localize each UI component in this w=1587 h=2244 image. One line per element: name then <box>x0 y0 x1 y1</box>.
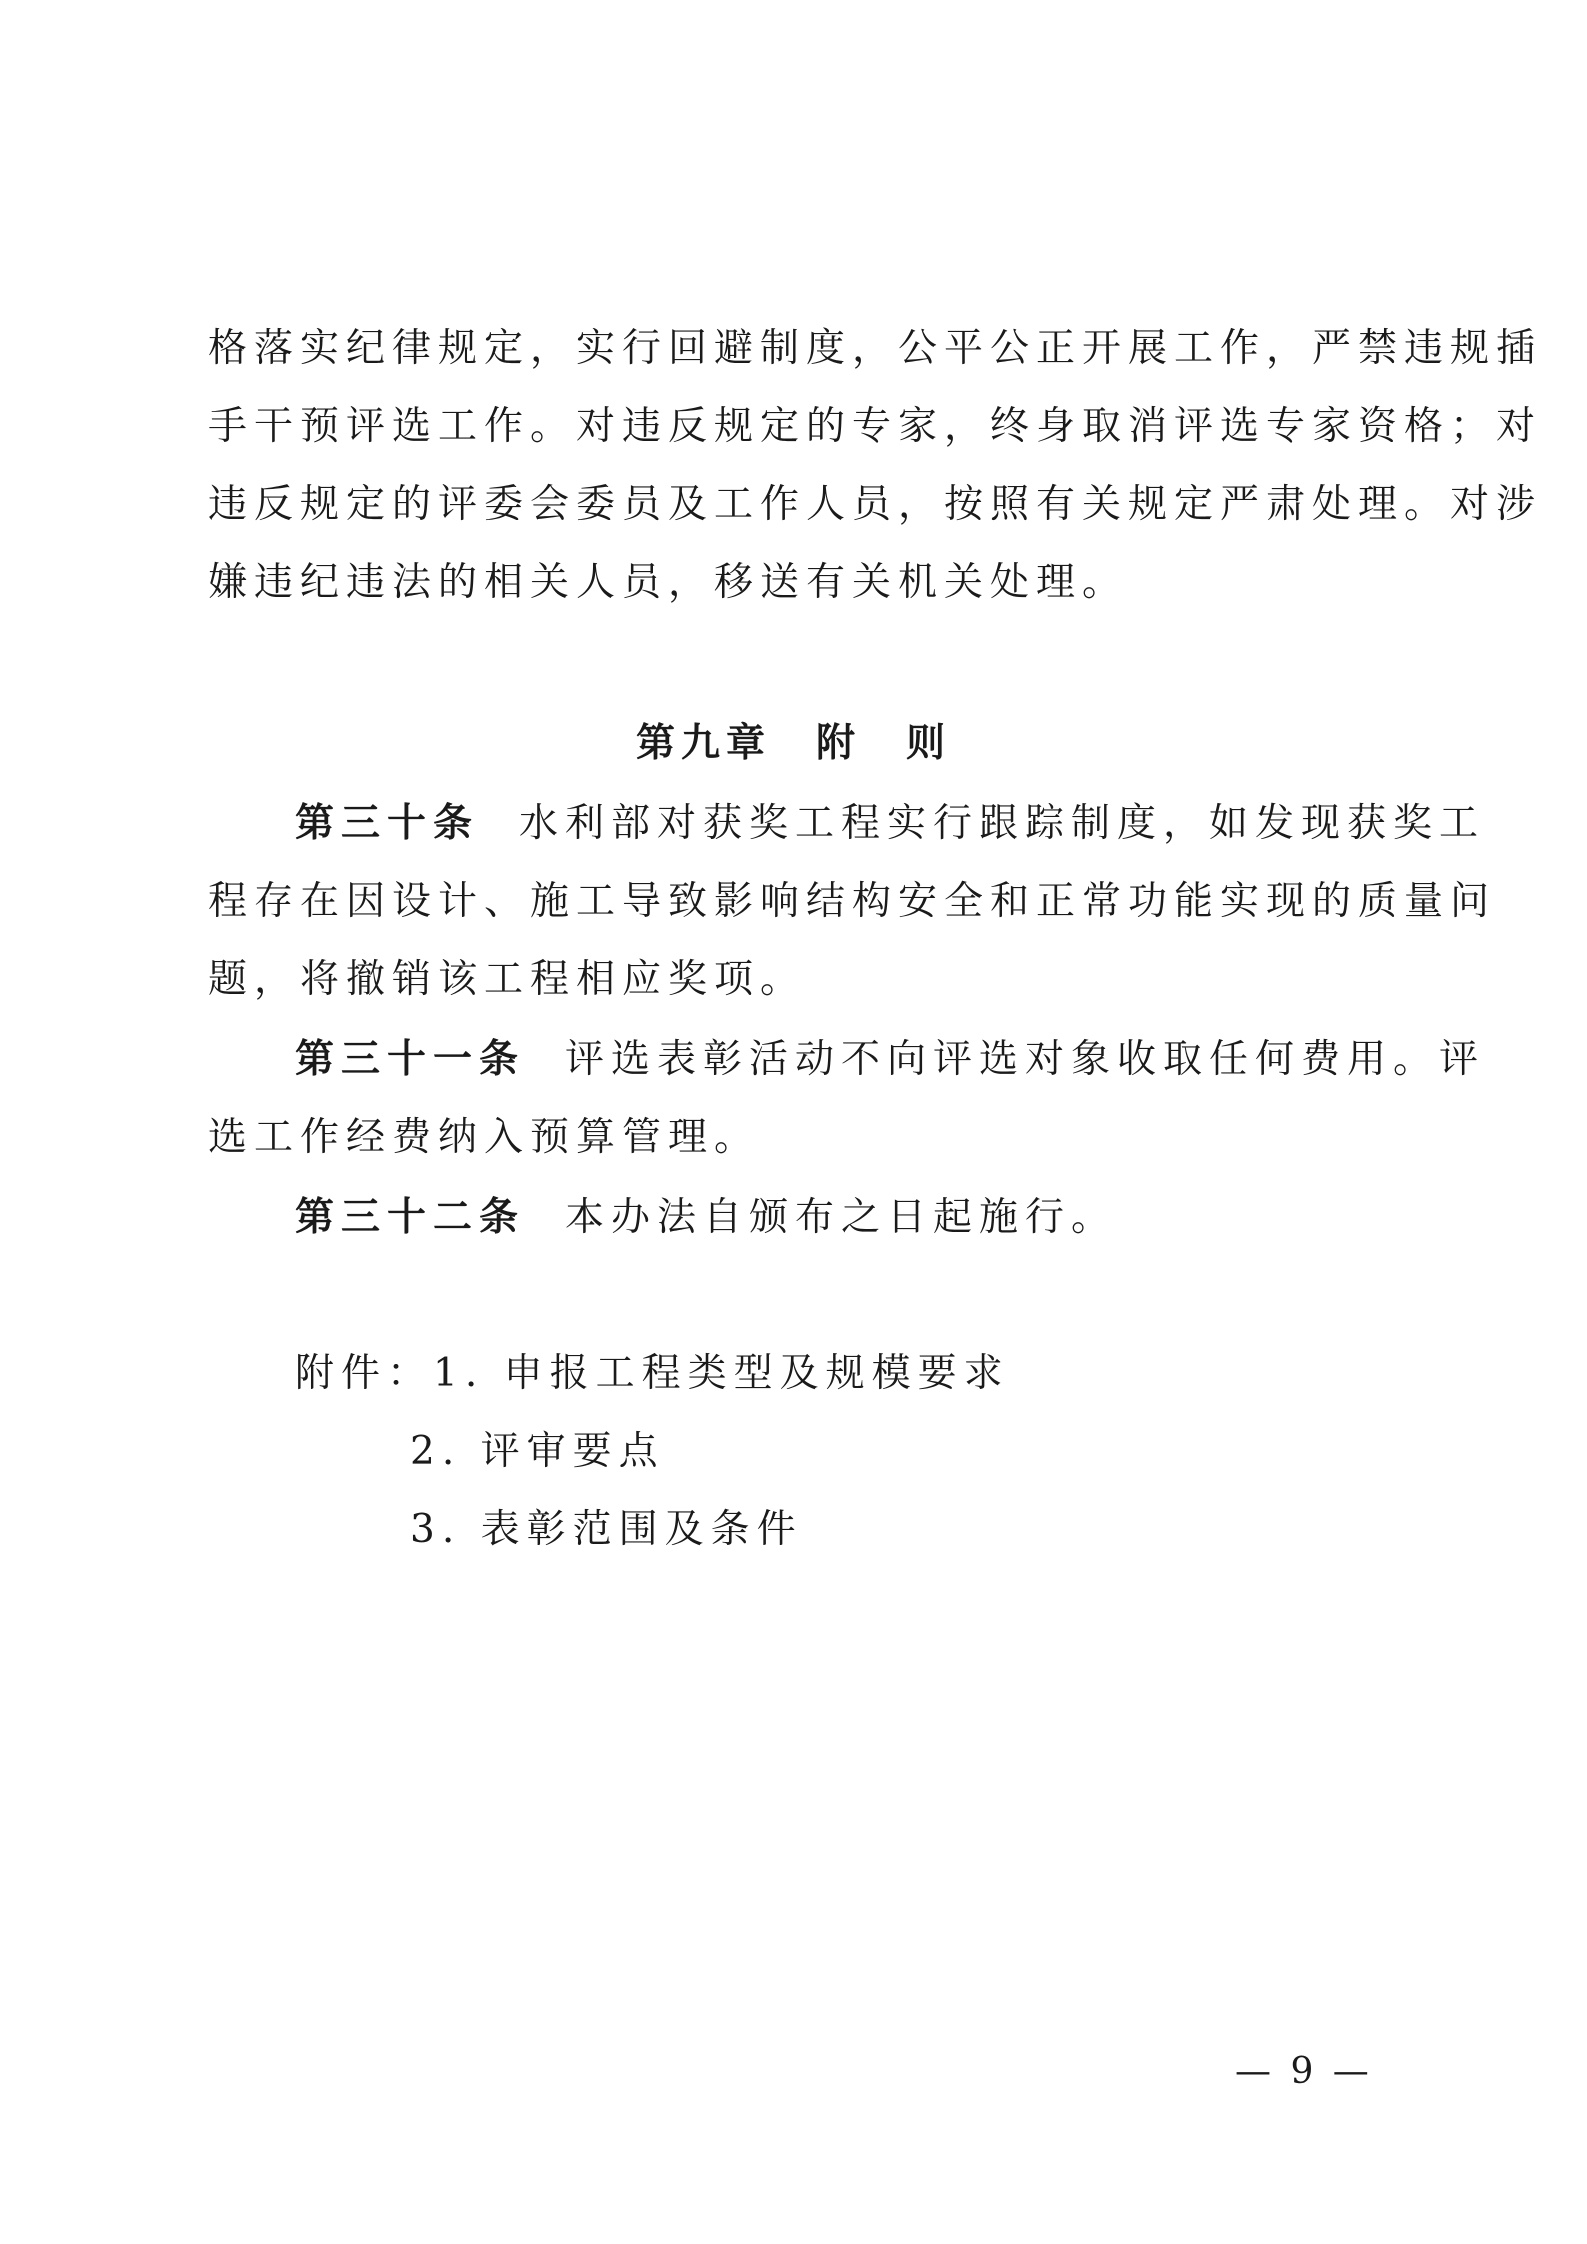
attachments-prefix: 附件： <box>295 1351 434 1396</box>
attachment-item: 3. 表彰范围及条件 <box>410 1507 803 1552</box>
attachment-item: 1. 申报工程类型及规模要求 <box>433 1351 1010 1396</box>
page-number: — 9 — <box>1235 2051 1373 2092</box>
article-line: 题，将撤销该工程相应奖项。 <box>208 957 807 1002</box>
article-32-first-line <box>295 1194 1475 1242</box>
article-text: 水利部对获奖工程实行跟踪制度，如发现获奖工 <box>519 801 1486 846</box>
paragraph-line: 违反规定的评委会委员及工作人员，按照有关规定严肃处理。对涉 <box>208 482 1543 527</box>
article-label: 第三十一条 <box>295 1037 526 1082</box>
attachments-first-line <box>295 1350 1475 1398</box>
article-line: 选工作经费纳入预算管理。 <box>208 1115 761 1160</box>
article-text: 本办法自颁布之日起施行。 <box>565 1195 1118 1240</box>
chapter-heading: 第九章 附 则 <box>635 721 951 766</box>
article-31-first-line <box>295 1036 1486 1084</box>
article-label: 第三十二条 <box>295 1195 526 1240</box>
article-label: 第三十条 <box>295 801 480 846</box>
paragraph-line: 格落实纪律规定，实行回避制度，公平公正开展工作，严禁违规插 <box>208 326 1543 371</box>
paragraph-line: 手干预评选工作。对违反规定的专家，终身取消评选专家资格；对 <box>208 404 1543 449</box>
article-text: 评选表彰活动不向评选对象收取任何费用。评 <box>565 1037 1486 1082</box>
attachment-item: 2. 评审要点 <box>410 1429 665 1474</box>
article-30-first-line <box>295 800 1486 848</box>
paragraph-line: 嫌违纪违法的相关人员，移送有关机关处理。 <box>208 560 1129 605</box>
article-line: 程存在因设计、施工导致影响结构安全和正常功能实现的质量问 <box>208 879 1497 924</box>
